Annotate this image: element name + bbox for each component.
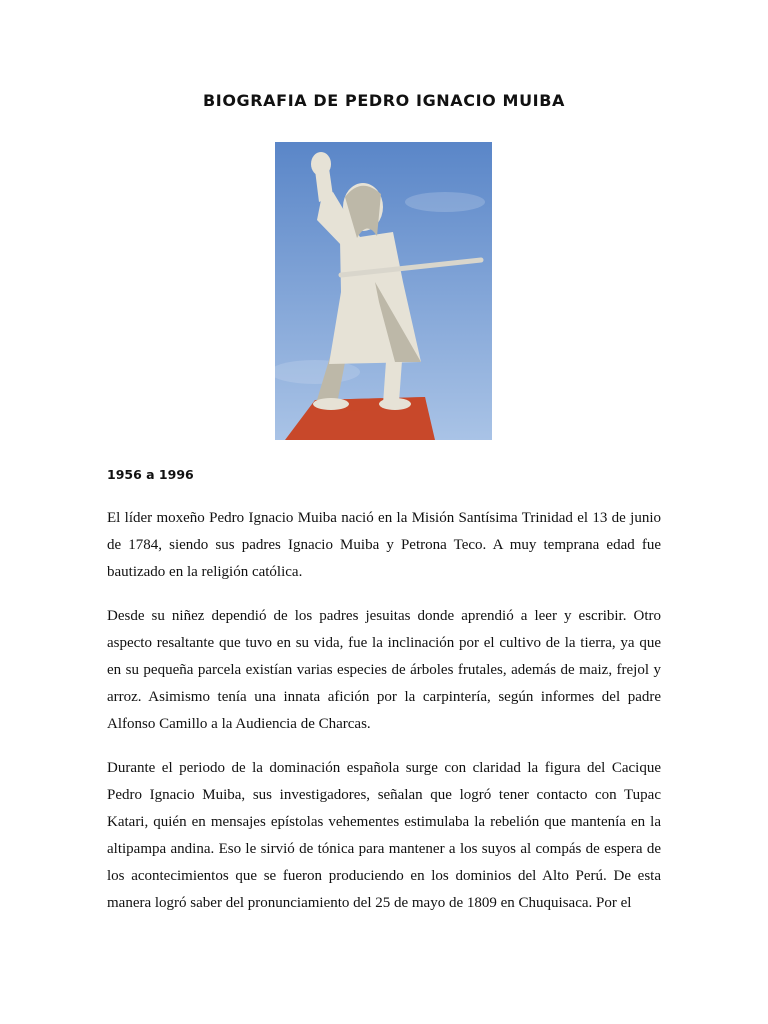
statue-image (275, 142, 492, 440)
paragraph-childhood: Desde su niñez dependió de los padres jesuitas donde aprendió a leer y escribir. Otro aspecto resaltante que tuvo en su vida, fue la inclinación por el cultivo de la tierra, ya que en su pequeña parcela existían varias especies de árboles frutales, además de maiz, frejol y arroz. Asimismo tenía una innata afición por la carpintería, según informes del padre Alfonso Camillo a la Audiencia de Charcas. (107, 608, 661, 732)
paragraph-spanish-domination: Durante el periodo de la dominación española surge con claridad la figura del Cacique Pedro Ignacio Muiba, sus investigadores, señalan que logró tener contacto con Tupac Katari, quién en mensajes epístolas vehementes estimulaba la rebelión que mantenía en la altipampa andina. Eso le sirvió de tónica para mantener a los suyos al compás de espera de los acontecimientos que se fueron produciendo en los dominios del Alto Perú. De esta manera logró saber del pronunciamiento del 25 de mayo de 1809 en Chuquisaca. Por el (107, 760, 661, 911)
date-range-subheading: 1956 a 1996 (107, 467, 194, 482)
statue-photo (275, 142, 492, 440)
paragraph-birth: El líder moxeño Pedro Ignacio Muiba nació en la Misión Santísima Trinidad el 13 de junio de 1784, siendo sus padres Ignacio Muiba y Petrona Teco. A muy temprana edad fue bautizado en la religión católica. (107, 510, 661, 580)
document-title: BIOGRAFIA DE PEDRO IGNACIO MUIBA (202, 91, 565, 110)
